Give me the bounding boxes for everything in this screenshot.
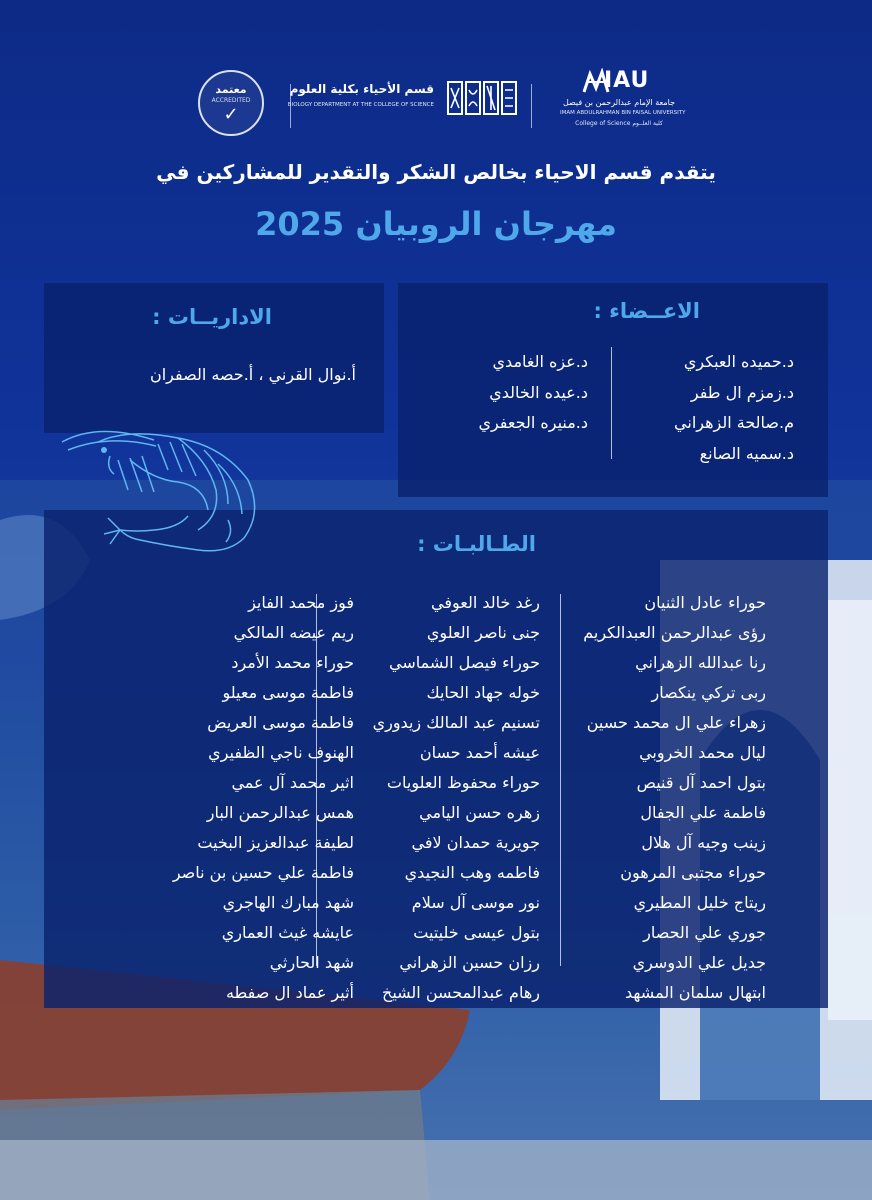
- biology-department-english: BIOLOGY DEPARTMENT AT THE COLLEGE OF SCIENCE: [287, 102, 434, 108]
- student-name: خوله جهاد الحايك: [426, 683, 540, 702]
- student-name: ريم عيضه المالكي: [233, 623, 354, 642]
- student-name: فوز محمد الفايز: [248, 593, 354, 612]
- student-name: زهراء علي ال محمد حسين: [586, 713, 766, 732]
- member-name: م.صالحة الزهراني: [674, 413, 794, 432]
- student-name: رغد خالد العوفي: [431, 593, 540, 612]
- student-name: زينب وجيه آل هلال: [641, 833, 766, 852]
- members-panel: [398, 283, 828, 497]
- member-name: د.عيده الخالدي: [489, 382, 588, 402]
- intro-text: يتقدم قسم الاحياء بخالص الشكر والتقدير للمشاركين في: [156, 160, 716, 184]
- student-name: فاطمة موسى العريض: [207, 713, 354, 732]
- student-name: عيشه أحمد حسان: [419, 743, 540, 762]
- student-name: عايشه غيث العماري: [221, 923, 354, 942]
- student-name: جوري علي الحصار: [643, 923, 766, 942]
- student-name: شهد الحارثي: [269, 953, 354, 972]
- student-name: جويرية حمدان لافي: [411, 833, 540, 852]
- student-name: نور موسى آل سلام: [411, 893, 540, 912]
- student-name: حوراء عادل الثنيان: [644, 593, 766, 612]
- iau-abbreviation: IAU: [604, 68, 650, 93]
- member-name: د.زمزم ال طفر: [690, 382, 794, 402]
- accredited-english: ACCREDITED: [211, 96, 251, 104]
- members-divider: [611, 347, 612, 459]
- students-column-3: [173, 588, 354, 1008]
- accredited-seal: [198, 70, 264, 136]
- student-name: بتول احمد آل قنيص: [636, 773, 766, 792]
- biology-logo-icon: [446, 80, 518, 116]
- student-name: جنى ناصر العلوي: [426, 623, 540, 642]
- university-arabic-name: جامعة الإمام عبدالرحمن بن فيصل: [562, 98, 676, 107]
- student-name: أثير عماد ال صفطه: [225, 983, 354, 1002]
- biology-department-logo: [287, 80, 518, 120]
- student-name: جديل علي الدوسري: [632, 953, 766, 972]
- student-name: ابتهال سلمان المشهد: [625, 983, 766, 1002]
- student-name: حوراء محفوظ العلويات: [386, 773, 540, 792]
- event-title: مهرجان الروبيان 2025: [255, 205, 617, 243]
- members-column-2: [478, 347, 588, 439]
- member-name: د.منيره الجعفري: [478, 413, 588, 432]
- administrators-names: أ.نوال القرني ، أ.حصه الصفران: [149, 365, 356, 384]
- student-name: شهد مبارك الهاجري: [222, 893, 354, 912]
- student-name: رؤى عبدالرحمن العبدالكريم: [583, 623, 766, 642]
- accredited-arabic: معتمد: [215, 82, 247, 96]
- shrimp-icon: [58, 420, 268, 560]
- students-divider: [560, 594, 561, 966]
- header-divider: [531, 84, 532, 128]
- student-name: تسنيم عبد المالك زيدوري: [372, 713, 540, 732]
- student-name: رنا عبدالله الزهراني: [635, 653, 766, 672]
- student-name: اثير محمد آل عمي: [231, 773, 354, 792]
- college-name: College of Science كلية العلــوم: [575, 120, 663, 127]
- student-name: حوراء مجتبى المرهون: [620, 863, 766, 882]
- check-icon: ✓: [223, 103, 239, 125]
- student-name: رزان حسين الزهراني: [399, 953, 540, 972]
- student-name: حوراء محمد الأمرد: [231, 653, 354, 672]
- students-column-2: [373, 588, 540, 1008]
- student-name: حوراء فيصل الشماسي: [389, 653, 540, 672]
- members-title: الاعــضاء :: [593, 299, 700, 323]
- student-name: فاطمة علي حسين بن ناصر: [172, 863, 354, 882]
- student-name: زهره حسن اليامي: [419, 803, 540, 822]
- student-name: فاطمة موسى معيلو: [222, 683, 354, 702]
- student-name: ربى تركي ينكصار: [651, 683, 766, 702]
- university-english-name: IMAM ABDULRAHMAN BIN FAISAL UNIVERSITY: [560, 110, 686, 116]
- student-name: فاطمه وهب النجيدي: [404, 863, 540, 882]
- students-column-1: [583, 588, 766, 1008]
- iau-logo: [560, 68, 710, 138]
- student-name: فاطمة علي الجفال: [640, 803, 766, 822]
- administrators-title: الاداريــات :: [152, 305, 272, 329]
- student-name: ليال محمد الخروبي: [639, 743, 766, 762]
- member-name: د.سميه الصانع: [699, 443, 794, 463]
- student-name: الهنوف ناجي الظفيري: [208, 743, 354, 762]
- administrators-panel: [44, 283, 384, 433]
- students-panel: [44, 510, 828, 1008]
- student-name: لطيفة عبدالعزيز البخيت: [197, 833, 354, 852]
- student-name: بتول عيسى خليتيت: [413, 923, 540, 942]
- biology-department-arabic: قسم الأحياء بكلية العلوم: [289, 82, 434, 96]
- students-title: الطـالبـات :: [417, 532, 536, 556]
- student-name: همس عبدالرحمن البار: [206, 803, 354, 822]
- header-logos: [0, 62, 872, 142]
- members-column-1: [674, 347, 794, 469]
- student-name: ريتاج خليل المطيري: [633, 893, 766, 912]
- member-name: د.عزه الغامدي: [492, 352, 588, 371]
- student-name: رهام عبدالمحسن الشيخ: [382, 983, 540, 1002]
- member-name: د.حميده العبكري: [683, 352, 794, 371]
